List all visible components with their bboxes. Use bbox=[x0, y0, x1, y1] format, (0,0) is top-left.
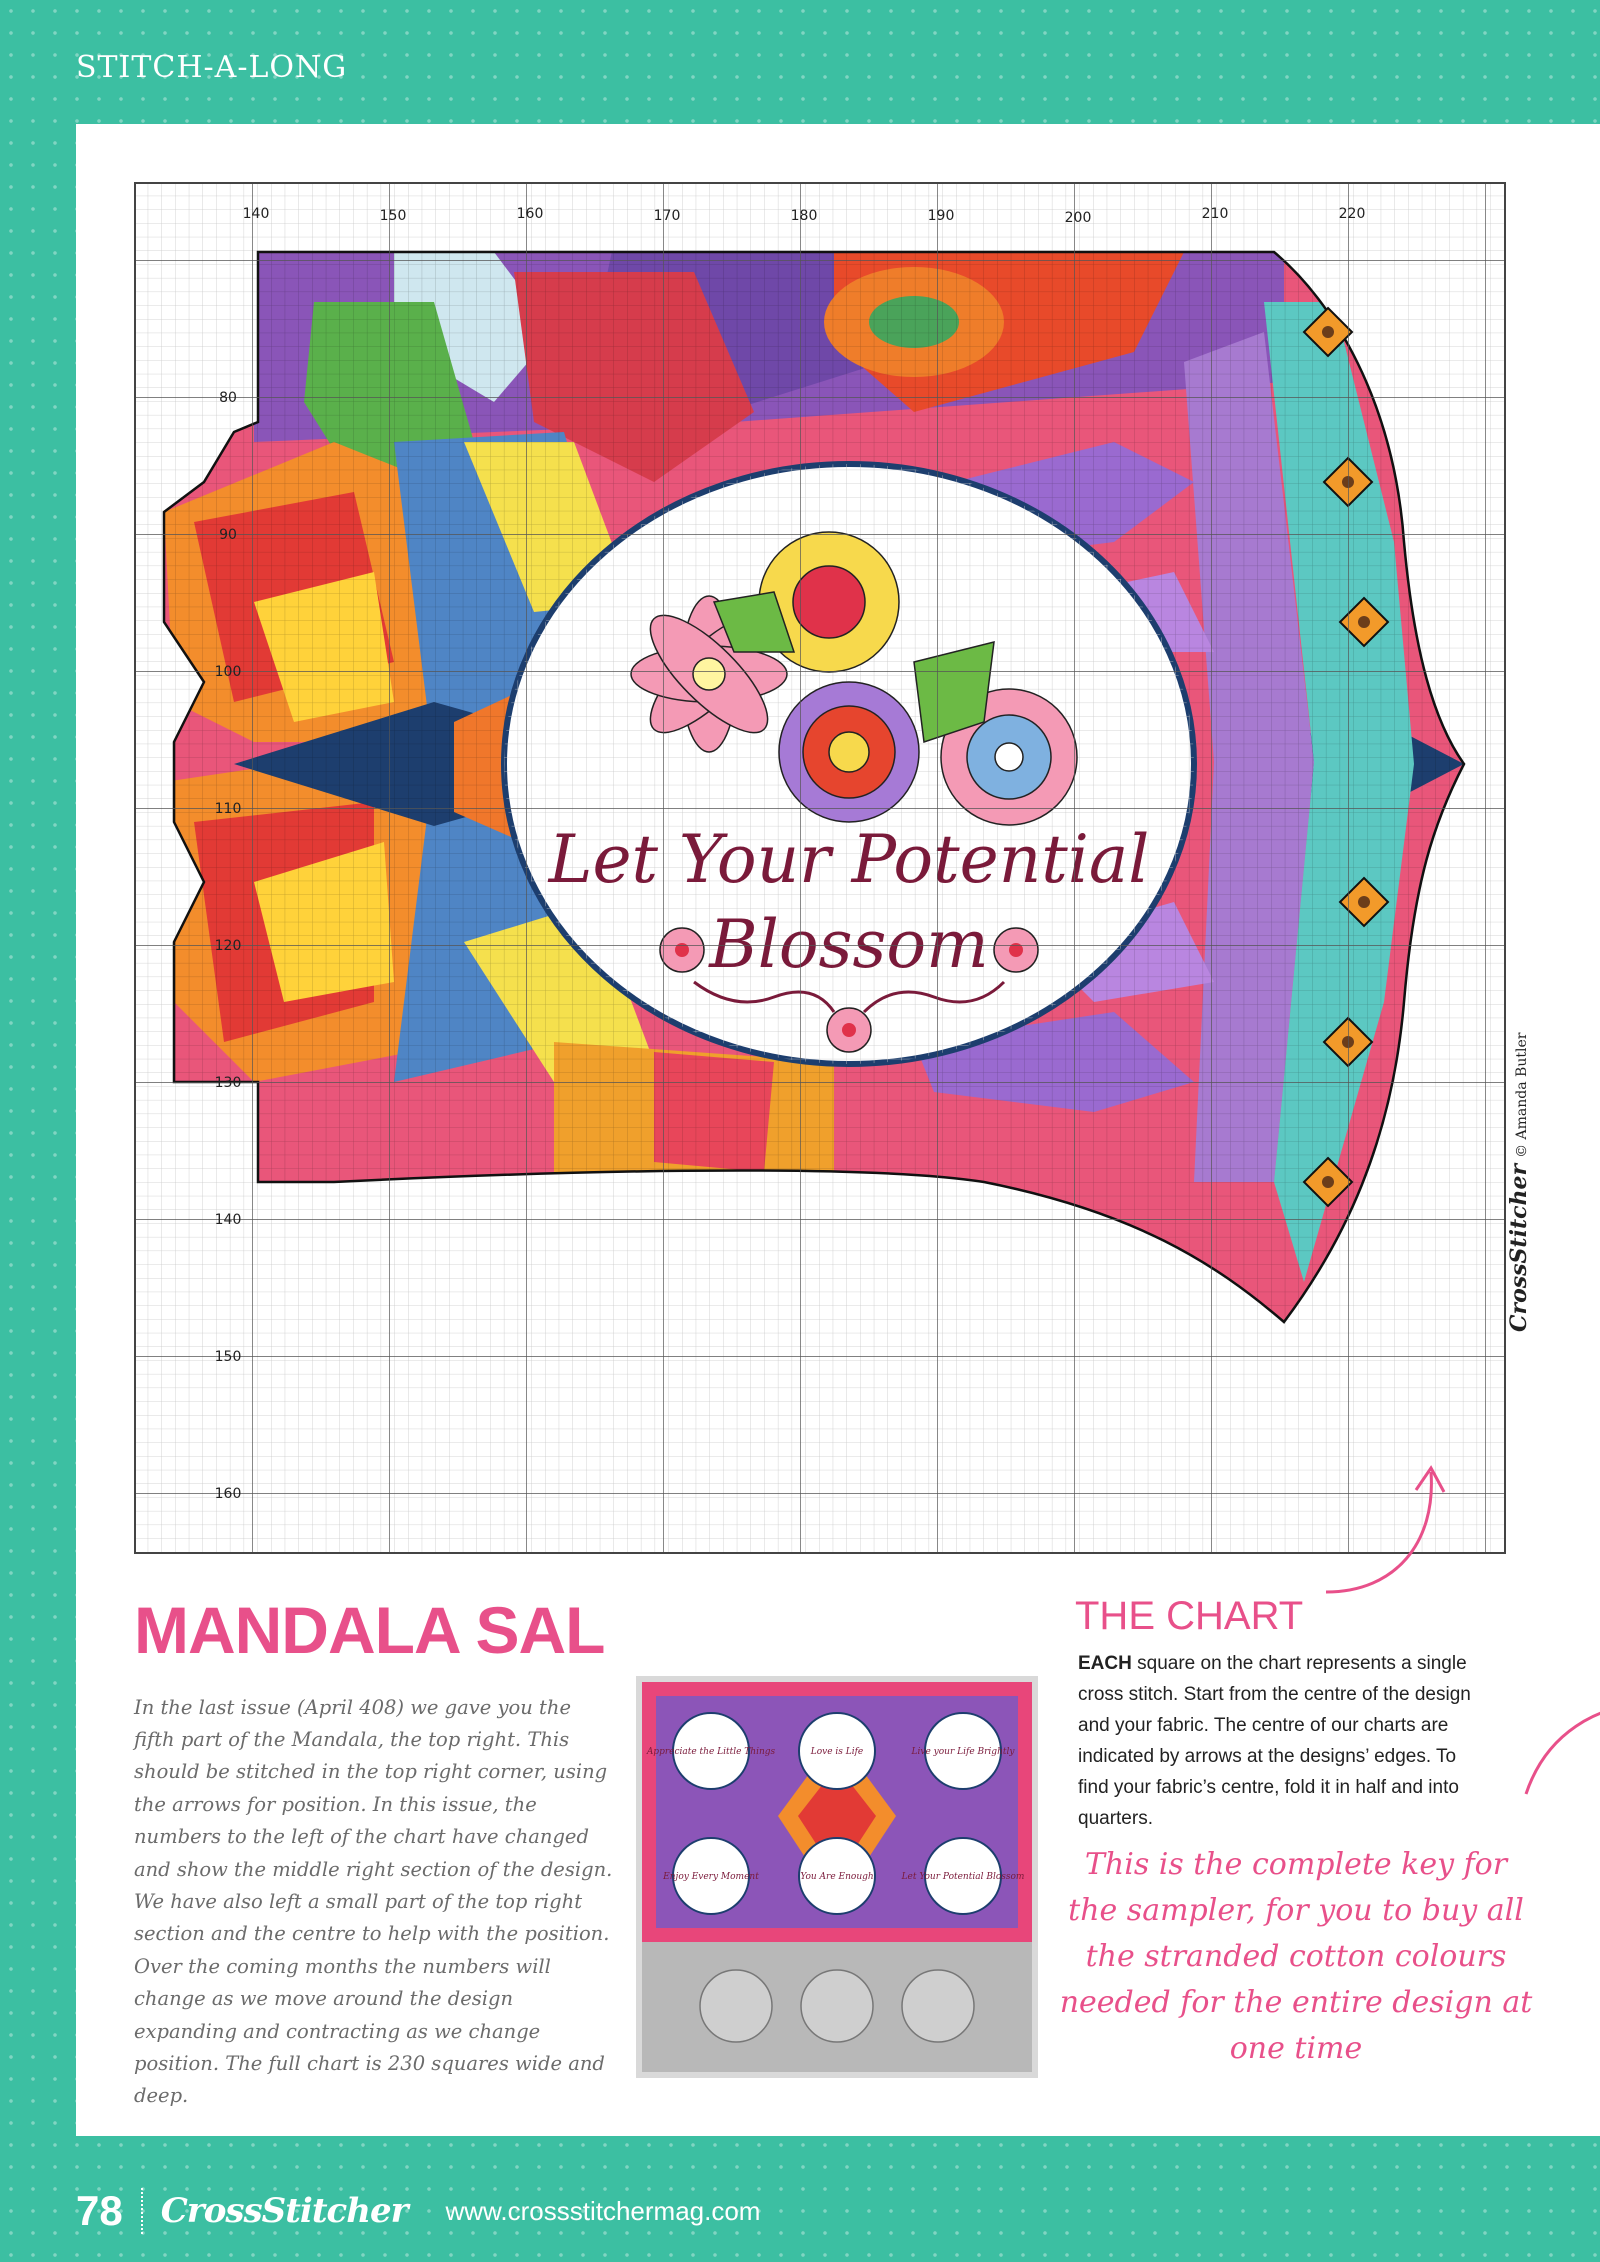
top-axis-label: 150 bbox=[379, 208, 407, 224]
complete-design-thumbnail bbox=[636, 1676, 1038, 2078]
curved-arrow-icon bbox=[1316, 1442, 1476, 1602]
top-axis-label: 160 bbox=[516, 206, 544, 222]
top-axis-label: 200 bbox=[1064, 210, 1092, 226]
left-axis-label: 140 bbox=[214, 1212, 242, 1228]
chart-canvas bbox=[134, 182, 1506, 1554]
content-panel bbox=[76, 124, 1600, 2136]
top-axis-label: 140 bbox=[242, 206, 270, 222]
section-label: STITCH-A-LONG bbox=[76, 50, 348, 85]
chart-credit bbox=[1506, 1032, 1532, 1332]
the-chart-title: THE CHART bbox=[1075, 1594, 1304, 1638]
thumb-text-6: Let Your Potential Blossom bbox=[901, 1872, 1025, 1882]
top-axis-label: 210 bbox=[1201, 206, 1229, 222]
credit-text: © Amanda Butler bbox=[1514, 1032, 1530, 1158]
credit-brand: CrossStitcher bbox=[1506, 1163, 1532, 1332]
thumb-text-4: Enjoy Every Moment bbox=[663, 1872, 759, 1882]
top-axis-label: 190 bbox=[927, 208, 955, 224]
article-intro: In the last issue (April 408) we gave you the fifth part of the Mandala, the top right. This should be stitched in the top right corner, using the arrows for position. In this issue, the numbers to the left of the chart have changed and show the middle right section of the design. We have also left a small part of the top right section and the centre to help with the position. Over the coming months the numbers will change as we move around the design expanding and contracting as we change position. The full chart is 230 squares wide and deep. bbox=[134, 1695, 613, 2108]
thumb-text-5: You Are Enough bbox=[800, 1872, 874, 1882]
thumb-text-3: Live your Life Brightly bbox=[911, 1747, 1015, 1757]
website-link[interactable]: www.crossstitchermag.com bbox=[445, 2195, 761, 2226]
magazine-logo: CrossStitcher bbox=[160, 2191, 408, 2231]
page-number: 78 bbox=[76, 2187, 123, 2234]
top-axis-label: 170 bbox=[653, 208, 681, 224]
thumbnail-image bbox=[636, 1676, 1038, 2078]
thumb-text-2: Love is Life bbox=[810, 1747, 864, 1757]
thumb-text-1: Appreciate the Little Things bbox=[646, 1747, 776, 1757]
left-axis-label: 160 bbox=[214, 1486, 242, 1502]
article-headline: MANDALA SAL bbox=[134, 1593, 605, 1667]
left-axis-label: 150 bbox=[214, 1349, 242, 1365]
cross-stitch-chart bbox=[134, 182, 1532, 1554]
left-axis-label: 100 bbox=[214, 664, 242, 680]
top-axis-label: 180 bbox=[790, 208, 818, 224]
footer-divider bbox=[141, 2188, 143, 2234]
left-axis-label: 120 bbox=[214, 938, 242, 954]
the-chart-body bbox=[1078, 1648, 1488, 1834]
left-axis-label: 80 bbox=[219, 390, 237, 406]
page-footer bbox=[76, 2186, 760, 2236]
the-chart-text: square on the chart represents a single cross stitch. Start from the centre of the design and your fabric. The centre of our charts are indicated by arrows at the designs’ edges. To find your fabric’s centre, fold it in half and into quarters. bbox=[1078, 1653, 1471, 1829]
left-axis-label: 130 bbox=[214, 1075, 242, 1091]
handwritten-note: This is the complete key for the sampler, for you to buy all the stranded cotton colours needed for the entire design at one time bbox=[1059, 1847, 1533, 2066]
curved-line-icon bbox=[1516, 1694, 1600, 1804]
the-chart-lead: EACH bbox=[1078, 1653, 1132, 1674]
left-axis-label: 90 bbox=[219, 527, 237, 543]
top-axis-label: 220 bbox=[1338, 206, 1366, 222]
left-axis-label: 110 bbox=[214, 801, 242, 817]
